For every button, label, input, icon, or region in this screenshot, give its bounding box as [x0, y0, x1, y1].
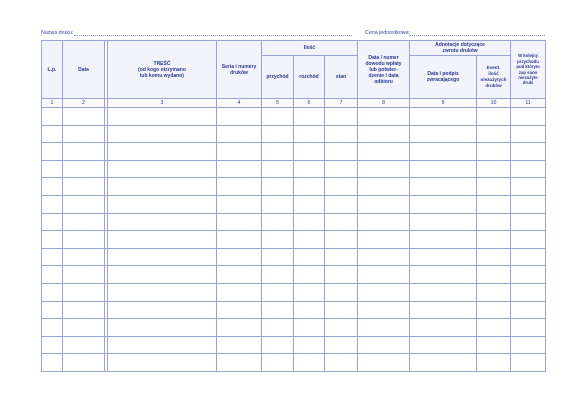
entry-cell[interactable] — [108, 248, 217, 266]
entry-cell[interactable] — [217, 213, 262, 231]
entry-cell[interactable] — [108, 336, 217, 354]
entry-cell[interactable] — [410, 319, 477, 337]
col-number-8: 8 — [358, 99, 410, 108]
entry-cell[interactable] — [511, 283, 546, 301]
col-podpis-header: Data i podpis zwracającego — [410, 56, 477, 99]
entry-cell[interactable] — [217, 248, 262, 266]
col-przychod-header: przychód — [262, 56, 294, 99]
col-number-5: 5 — [262, 99, 294, 108]
entry-cell[interactable] — [358, 319, 410, 337]
entry-cell[interactable] — [217, 301, 262, 319]
entry-cell[interactable] — [477, 319, 511, 337]
table-row — [42, 283, 546, 301]
entry-cell[interactable] — [511, 319, 546, 337]
entry-cell[interactable] — [410, 108, 477, 126]
entry-cell[interactable] — [358, 195, 410, 213]
entry-cell[interactable] — [42, 178, 63, 196]
entry-cell[interactable] — [511, 336, 546, 354]
entry-cell[interactable] — [410, 143, 477, 161]
table-row — [42, 143, 546, 161]
table-row — [42, 195, 546, 213]
entry-cell[interactable] — [410, 248, 477, 266]
entry-cell[interactable] — [42, 231, 63, 249]
entry-cell[interactable] — [262, 195, 294, 213]
table-row — [42, 125, 546, 143]
entry-cell[interactable] — [63, 195, 105, 213]
entry-cell[interactable] — [108, 213, 217, 231]
entry-cell[interactable] — [63, 160, 105, 178]
entry-cell[interactable] — [358, 160, 410, 178]
entry-cell[interactable] — [42, 195, 63, 213]
entry-cell[interactable] — [108, 178, 217, 196]
col-stan-header: stan — [325, 56, 358, 99]
entry-cell[interactable] — [358, 143, 410, 161]
entry-cell[interactable] — [410, 195, 477, 213]
entry-cell[interactable] — [294, 160, 325, 178]
entry-cell[interactable] — [217, 319, 262, 337]
entry-cell[interactable] — [262, 178, 294, 196]
entry-cell[interactable] — [325, 319, 358, 337]
table-row — [42, 248, 546, 266]
entry-cell[interactable] — [108, 108, 217, 126]
col-wkolejny-header: W kolejny przychodu pod którym zap sano niezużyte druki — [511, 41, 546, 99]
col-rozchod-header: rozchód — [294, 56, 325, 99]
entry-cell[interactable] — [108, 143, 217, 161]
col-ilosc-header: Ilość — [262, 41, 358, 56]
entry-cell[interactable] — [358, 283, 410, 301]
entry-cell[interactable] — [42, 283, 63, 301]
entry-cell[interactable] — [217, 160, 262, 178]
entry-cell[interactable] — [294, 143, 325, 161]
entry-cell[interactable] — [358, 354, 410, 372]
entry-cell[interactable] — [294, 319, 325, 337]
col-number-4: 4 — [217, 99, 262, 108]
entry-cell[interactable] — [294, 108, 325, 126]
entry-cell[interactable] — [410, 354, 477, 372]
table-row — [42, 160, 546, 178]
entry-cell[interactable] — [477, 143, 511, 161]
entry-cell[interactable] — [262, 125, 294, 143]
col-number-3: 3 — [108, 99, 217, 108]
entry-cell[interactable] — [511, 195, 546, 213]
entry-cell[interactable] — [217, 178, 262, 196]
entry-cell[interactable] — [294, 336, 325, 354]
entry-cell[interactable] — [108, 301, 217, 319]
entry-cell[interactable] — [325, 231, 358, 249]
entry-cell[interactable] — [325, 213, 358, 231]
entry-cell[interactable] — [358, 336, 410, 354]
entry-cell[interactable] — [217, 143, 262, 161]
entry-cell[interactable] — [217, 354, 262, 372]
entry-cell[interactable] — [262, 108, 294, 126]
entry-cell[interactable] — [477, 213, 511, 231]
entry-cell[interactable] — [511, 178, 546, 196]
entry-cell[interactable] — [358, 266, 410, 284]
entry-cell[interactable] — [511, 301, 546, 319]
entry-cell[interactable] — [410, 283, 477, 301]
entry-cell[interactable] — [410, 213, 477, 231]
entry-cell[interactable] — [63, 248, 105, 266]
col-data-header: Data — [63, 41, 105, 99]
entry-cell[interactable] — [511, 248, 546, 266]
entry-cell[interactable] — [477, 266, 511, 284]
entry-cell[interactable] — [358, 125, 410, 143]
entry-cell[interactable] — [294, 354, 325, 372]
register-table — [41, 40, 546, 372]
entry-cell[interactable] — [511, 266, 546, 284]
col-number-7: 7 — [325, 99, 358, 108]
entry-cell[interactable] — [477, 108, 511, 126]
entry-cell[interactable] — [325, 301, 358, 319]
col-lp-header: L.p. — [42, 41, 63, 99]
entry-cell[interactable] — [358, 178, 410, 196]
entry-cell[interactable] — [42, 213, 63, 231]
entry-cell[interactable] — [217, 125, 262, 143]
entry-cell[interactable] — [42, 336, 63, 354]
entry-cell[interactable] — [358, 213, 410, 231]
entry-cell[interactable] — [217, 195, 262, 213]
entry-cell[interactable] — [410, 301, 477, 319]
entry-cell[interactable] — [108, 319, 217, 337]
entry-cell[interactable] — [217, 283, 262, 301]
entry-cell[interactable] — [63, 143, 105, 161]
entry-cell[interactable] — [477, 125, 511, 143]
col-adnotacje-header: Adnotacje dotyczące zwrotu druków — [410, 41, 511, 56]
col-seria-header: Seria i numery druków — [217, 41, 262, 99]
entry-cell[interactable] — [63, 301, 105, 319]
entry-cell[interactable] — [294, 266, 325, 284]
entry-cell[interactable] — [511, 213, 546, 231]
entry-cell[interactable] — [262, 301, 294, 319]
table-row — [42, 354, 546, 372]
entry-cell[interactable] — [325, 160, 358, 178]
entry-cell[interactable] — [511, 125, 546, 143]
entry-cell[interactable] — [42, 248, 63, 266]
entry-cell[interactable] — [42, 108, 63, 126]
col-tresc-header: TREŚĆ (od kogo otrzymano lub komu wydano) — [108, 41, 217, 99]
entry-cell[interactable] — [108, 231, 217, 249]
entry-cell[interactable] — [294, 195, 325, 213]
col-number-2: 2 — [63, 99, 105, 108]
entry-cell[interactable] — [294, 301, 325, 319]
entry-cell[interactable] — [325, 178, 358, 196]
entry-cell[interactable] — [511, 108, 546, 126]
entry-cell[interactable] — [108, 195, 217, 213]
entry-cell[interactable] — [325, 195, 358, 213]
col-number-1: 1 — [42, 99, 63, 108]
entry-cell[interactable] — [325, 125, 358, 143]
entry-cell[interactable] — [511, 143, 546, 161]
table-row — [42, 266, 546, 284]
entry-cell[interactable] — [477, 231, 511, 249]
entry-cell[interactable] — [325, 354, 358, 372]
entry-cell[interactable] — [511, 231, 546, 249]
unit-price-field[interactable] — [409, 35, 545, 36]
entry-cell[interactable] — [477, 354, 511, 372]
entry-cell[interactable] — [217, 336, 262, 354]
entry-cell[interactable] — [477, 195, 511, 213]
entry-cell[interactable] — [63, 108, 105, 126]
entry-cell[interactable] — [217, 108, 262, 126]
entry-cell[interactable] — [108, 266, 217, 284]
entry-cell[interactable] — [358, 248, 410, 266]
entry-cell[interactable] — [42, 319, 63, 337]
entry-cell[interactable] — [325, 108, 358, 126]
entry-cell[interactable] — [358, 301, 410, 319]
col-number-6: 6 — [294, 99, 325, 108]
entry-cell[interactable] — [108, 125, 217, 143]
entry-cell[interactable] — [262, 231, 294, 249]
entry-cell[interactable] — [217, 266, 262, 284]
entry-cell[interactable] — [410, 178, 477, 196]
entry-cell[interactable] — [262, 336, 294, 354]
entry-cell[interactable] — [217, 231, 262, 249]
entry-cell[interactable] — [262, 248, 294, 266]
entry-cell[interactable] — [42, 301, 63, 319]
entry-cell[interactable] — [294, 231, 325, 249]
entry-cell[interactable] — [477, 160, 511, 178]
entry-cell[interactable] — [262, 143, 294, 161]
entry-cell[interactable] — [325, 143, 358, 161]
entry-cell[interactable] — [477, 336, 511, 354]
entry-cell[interactable] — [325, 266, 358, 284]
entry-cell[interactable] — [410, 160, 477, 178]
table-row — [42, 319, 546, 337]
entry-cell[interactable] — [294, 178, 325, 196]
table-row — [42, 336, 546, 354]
entry-cell[interactable] — [477, 283, 511, 301]
entry-cell[interactable] — [63, 336, 105, 354]
entry-cell[interactable] — [410, 266, 477, 284]
col-number-10: 10 — [477, 99, 511, 108]
table-row — [42, 108, 546, 126]
entry-cell[interactable] — [511, 160, 546, 178]
entry-cell[interactable] — [42, 160, 63, 178]
entry-cell[interactable] — [477, 301, 511, 319]
entry-cell[interactable] — [294, 248, 325, 266]
entry-cell[interactable] — [477, 178, 511, 196]
entry-cell[interactable] — [262, 213, 294, 231]
entry-cell[interactable] — [262, 266, 294, 284]
entry-cell[interactable] — [262, 160, 294, 178]
entry-cell[interactable] — [63, 266, 105, 284]
entry-cell[interactable] — [63, 319, 105, 337]
entry-cell[interactable] — [63, 125, 105, 143]
entry-cell[interactable] — [410, 231, 477, 249]
col-number-9: 9 — [410, 99, 477, 108]
entry-cell[interactable] — [108, 283, 217, 301]
entry-cell[interactable] — [42, 143, 63, 161]
print-name-field[interactable] — [74, 35, 352, 36]
entry-cell[interactable] — [63, 354, 105, 372]
entry-cell[interactable] — [262, 283, 294, 301]
entry-cell[interactable] — [294, 283, 325, 301]
entry-cell[interactable] — [108, 354, 217, 372]
print-name-label: Nazwa druku: — [41, 30, 74, 36]
entry-cell[interactable] — [325, 283, 358, 301]
entry-cell[interactable] — [294, 213, 325, 231]
entry-cell[interactable] — [410, 125, 477, 143]
entry-cell[interactable] — [294, 125, 325, 143]
entry-cell[interactable] — [325, 248, 358, 266]
entry-cell[interactable] — [63, 283, 105, 301]
entry-cell[interactable] — [358, 108, 410, 126]
entry-cell[interactable] — [42, 354, 63, 372]
entry-cell[interactable] — [63, 213, 105, 231]
entry-cell[interactable] — [477, 248, 511, 266]
entry-cell[interactable] — [42, 125, 63, 143]
table-row — [42, 301, 546, 319]
col-number-11: 11 — [511, 99, 546, 108]
entry-cell[interactable] — [63, 178, 105, 196]
entry-cell[interactable] — [42, 266, 63, 284]
entry-cell[interactable] — [358, 231, 410, 249]
entry-cell[interactable] — [63, 231, 105, 249]
table-row — [42, 231, 546, 249]
col-dowod-header: Data / numer dowodu wpłaty lub potwier- dzenie i data odbioru — [358, 41, 410, 99]
table-row — [42, 213, 546, 231]
entry-cell[interactable] — [511, 354, 546, 372]
unit-price-label: Cena jednostkowa: — [365, 30, 411, 36]
col-event-header: Event. ilość niezużytych druków — [477, 56, 511, 99]
entry-cell[interactable] — [325, 336, 358, 354]
entry-cell[interactable] — [410, 336, 477, 354]
entry-cell[interactable] — [108, 160, 217, 178]
table-row — [42, 178, 546, 196]
entry-cell[interactable] — [262, 319, 294, 337]
entry-cell[interactable] — [262, 354, 294, 372]
